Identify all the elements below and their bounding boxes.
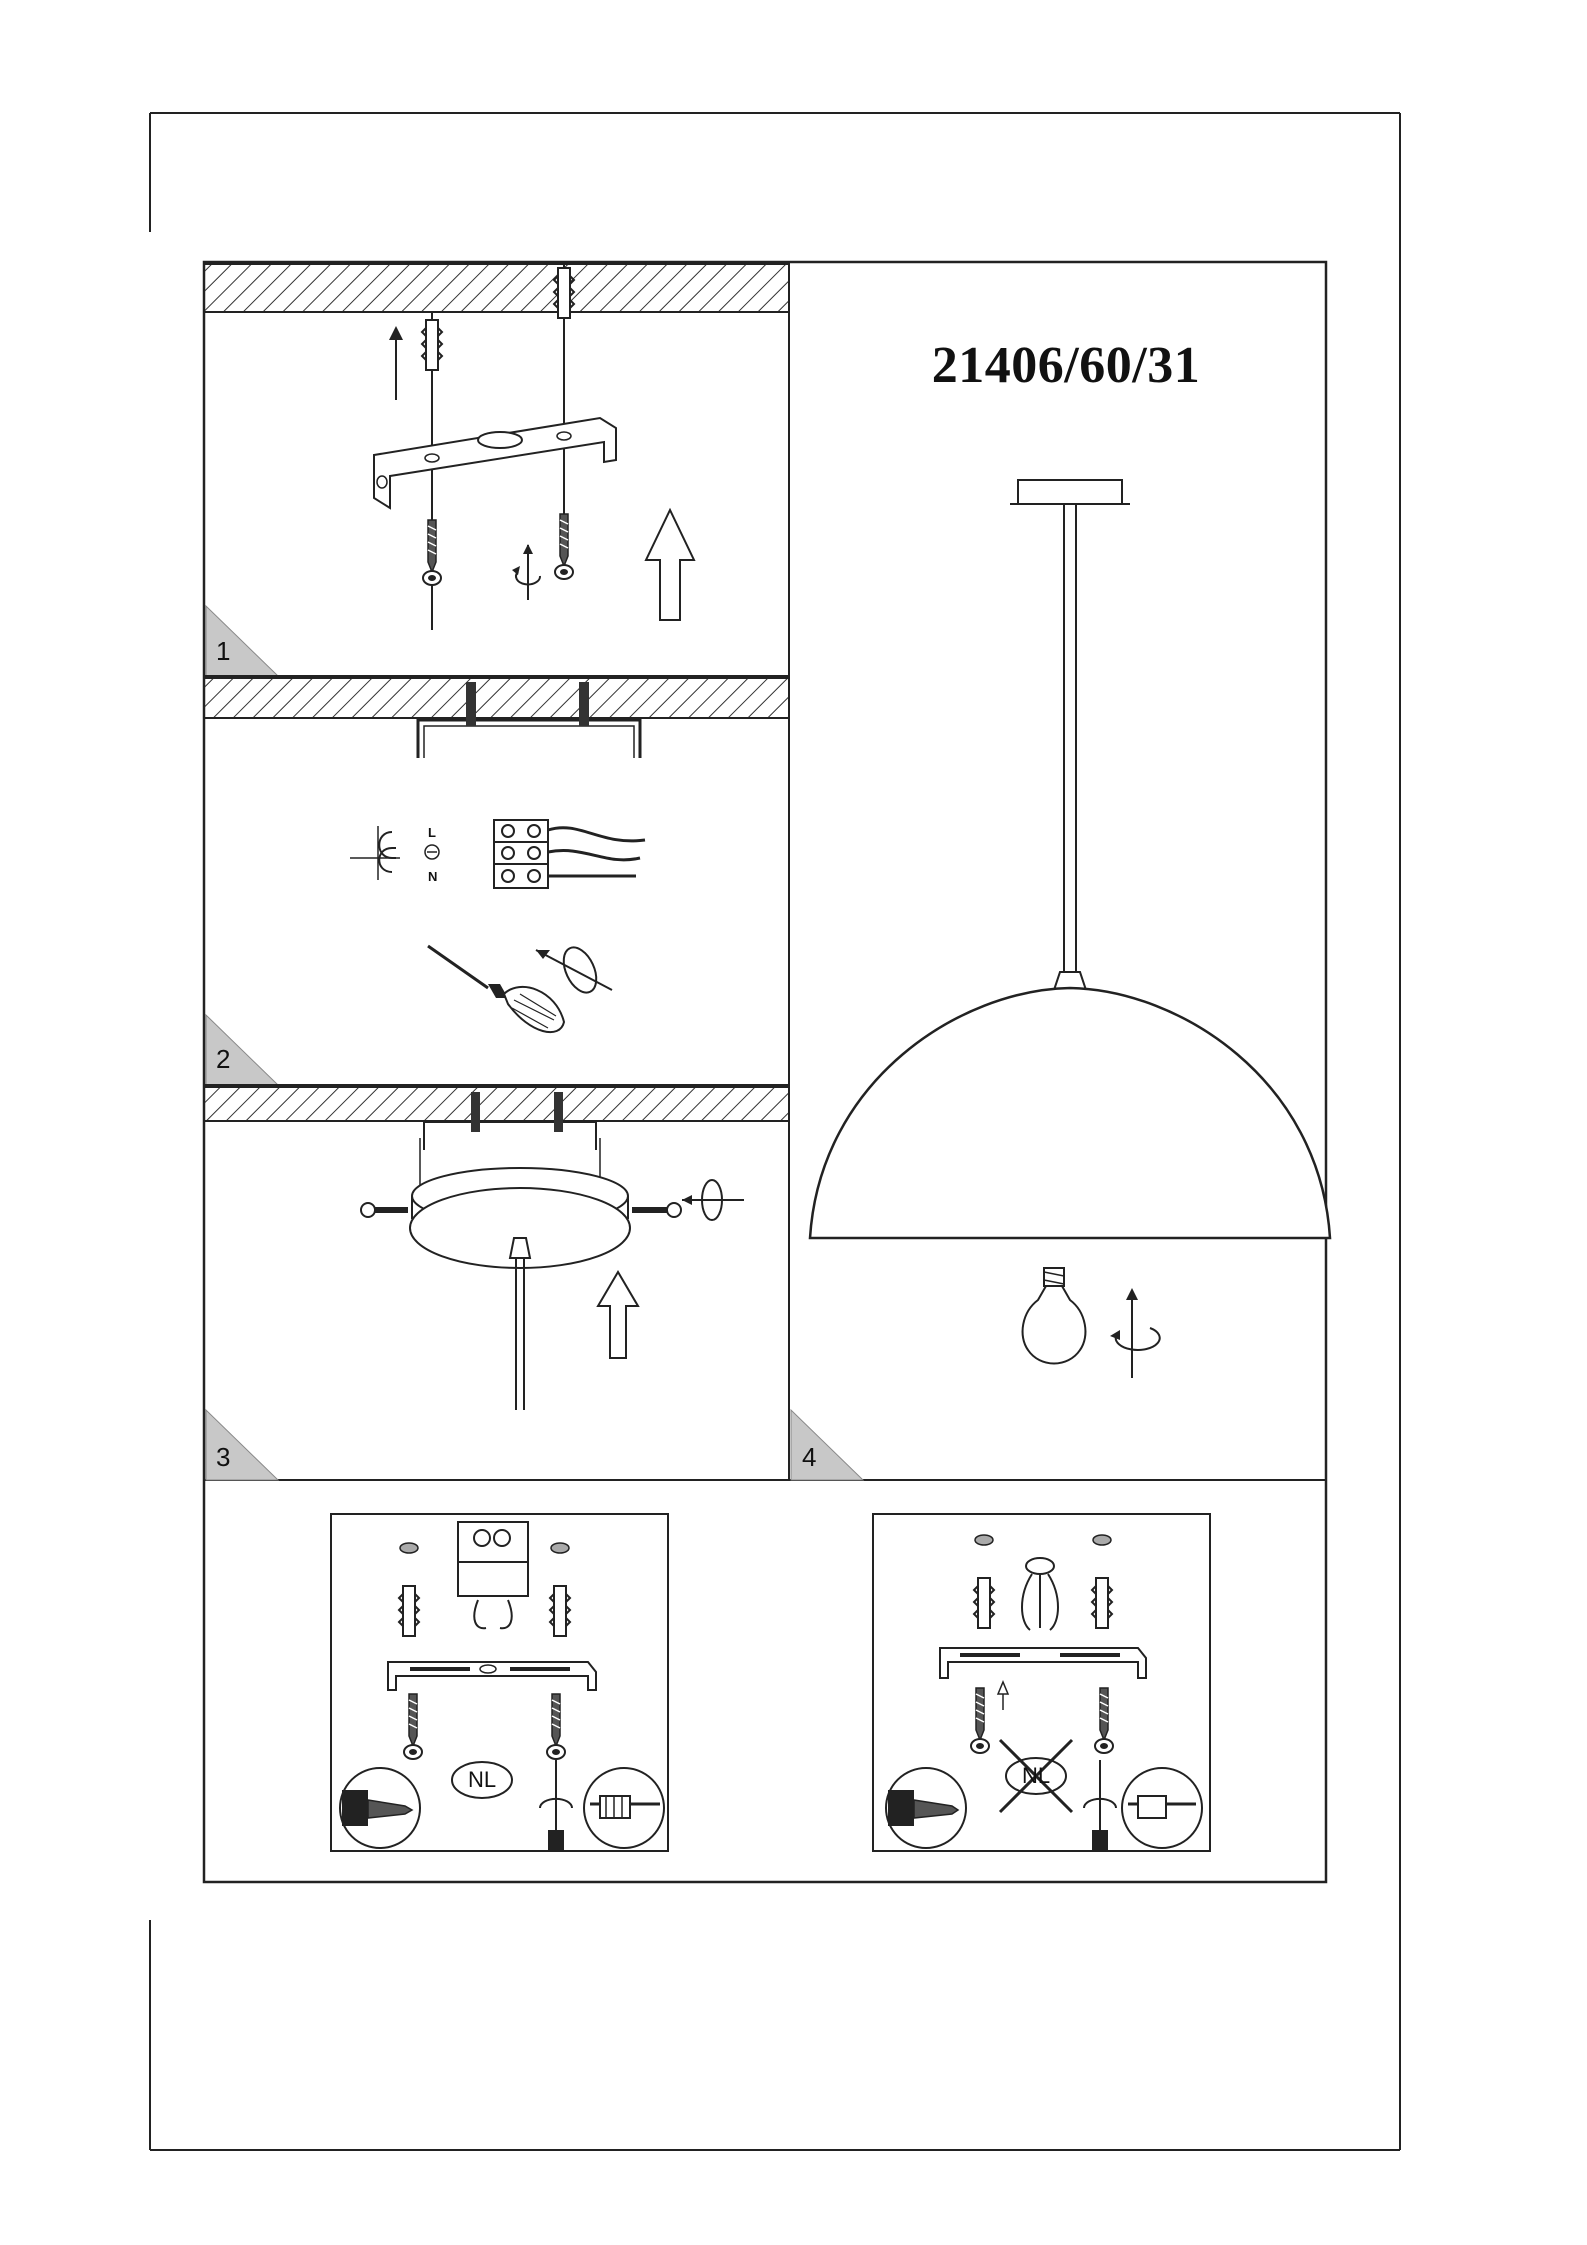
terminal-neutral-label: N xyxy=(428,869,438,884)
fixing-panel-right xyxy=(873,1514,1210,1851)
terminal-live-label: L xyxy=(428,825,436,840)
step-2-number: 2 xyxy=(216,1044,231,1074)
model-number: 21406/60/31 xyxy=(931,337,1201,394)
step-2-panel xyxy=(204,678,789,1085)
step-4-panel xyxy=(791,480,1330,1480)
nl-badge-right-text: NL xyxy=(1021,1763,1051,1788)
step-3-panel xyxy=(204,1087,789,1480)
step-1-number: 1 xyxy=(216,636,231,666)
fixing-panel-left xyxy=(331,1514,668,1851)
step-1-panel xyxy=(204,264,789,676)
step-3-number: 3 xyxy=(216,1442,231,1472)
step-4-number: 4 xyxy=(802,1442,817,1472)
nl-badge-left-text: NL xyxy=(467,1767,497,1792)
